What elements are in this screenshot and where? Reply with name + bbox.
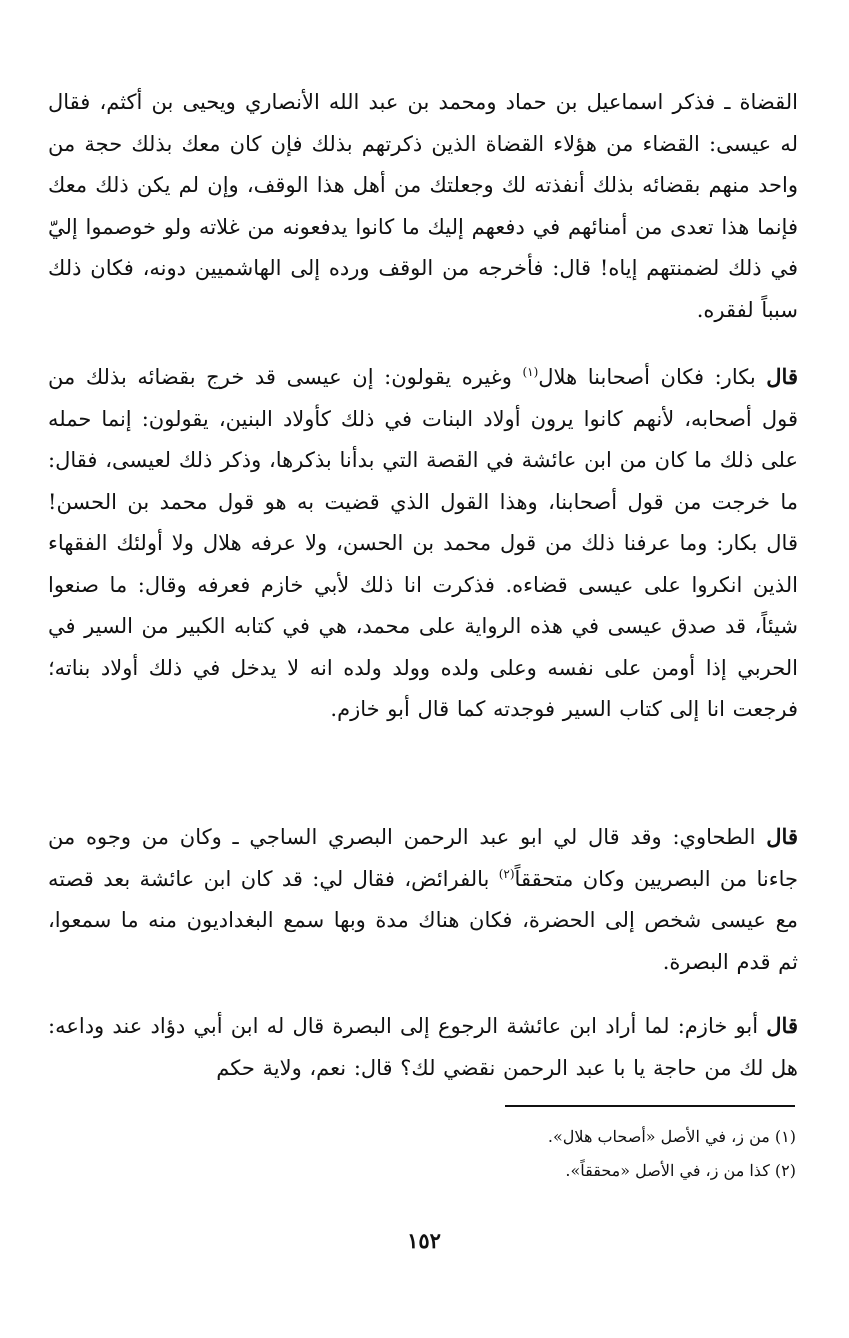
page-number: ١٥٢	[407, 1228, 441, 1253]
paragraph-4-lead: قال	[766, 1013, 798, 1038]
footnotes	[300, 1120, 796, 1188]
paragraph-2-text: بكار: فكان أصحابنا هلال	[538, 365, 756, 389]
paragraph-4-text: أبو خازم: لما أراد ابن عائشة الرجوع إلى البصرة قال له ابن أبي دؤاد عند وداعه: هل لك من حاجة يا با عبد الرحمن نقضي لك؟ قال: نعم، ولاية حكم	[48, 1014, 798, 1080]
footnote-divider	[505, 1105, 795, 1107]
paragraph-1-text: القضاة ـ فذكر اسماعيل بن حماد ومحمد بن عبد الله الأنصاري ويحيى بن أكثم، فقال له عيسى: القضاء من هؤلاء القضاة الذين ذكرتهم بذلك فإن كان معك بذلك حجة من واحد منهم بقضائه بذلك أنفذته لك وجعلتك من أهل هذا الوقف، وإن لم يكن ذلك معك فإنما هذا تعدى من أمنائهم في دفعهم إليك ما كانوا يدفعونه من غلاته ولو خوصموا إليّ في ذلك لضمنتهم إياه! قال: فأخرجه من الوقف ورده إلى الهاشميين دونه، فكان ذلك سبباً لفقره.	[48, 90, 798, 322]
paragraph-3-lead: قال	[766, 824, 798, 849]
paragraph-2-text-continued: وغيره يقولون: إن عيسى قد خرج بقضائه بذلك من قول أصحابه، لأنهم كانوا يرون أولاد البنات في ذلك كأولاد البنين، يقولون: إنما حمله على ذلك ما كان من ابن عائشة في القصة التي بدأنا بذكرها، وذكر ذلك لعيسى، فقال: ما خرجت من قول أصحابنا، وهذا القول الذي قضيت به هو قول محمد بن الحسن! قال بكار: وما عرفنا ذلك من قول محمد بن الحسن، ولا عرفه هلال ولا أولئك الفقهاء الذين انكروا على عيسى قضاءه. فذكرت انا ذلك لأبي خازم فعرفه وقال: ما صنعوا شيئاً، قد صدق عيسى في هذه الرواية على محمد، هي في كتابه الكبير من السير في الحربي إذا أومن على نفسه وعلى ولده وولد ولده انه لا يدخل في ذلك أولاد بناته؛ فرجعت انا إلى كتاب السير فوجدته كما قال أبو خازم.	[48, 365, 798, 721]
paragraph-1	[48, 82, 798, 331]
paragraph-2-lead: قال	[766, 364, 798, 389]
footnote-2: (٢) كذا من ز، في الأصل «محققاً».	[565, 1161, 796, 1180]
paragraph-3-text-continued: بالفرائض، فقال لي: قد كان ابن عائشة بعد قصته مع عيسى شخص إلى الحضرة، فكان هناك مدة وبها سمع البغداديون منه ما سمعوا، ثم قدم البصرة.	[48, 866, 798, 974]
paragraph-3-text: الطحاوي: وقد قال لي ابو عبد الرحمن البصري الساجي ـ وكان من وجوه من جاءنا من البصريين وكان متحققاً	[48, 825, 798, 891]
footnote-1: (١) من ز، في الأصل «أصحاب هلال».	[547, 1127, 796, 1146]
paragraph-4	[48, 1005, 798, 1089]
footnote-ref-1: (١)	[522, 365, 539, 379]
paragraph-3	[48, 816, 798, 983]
paragraph-2	[48, 356, 798, 731]
footnote-ref-2: (٢)	[498, 866, 515, 881]
